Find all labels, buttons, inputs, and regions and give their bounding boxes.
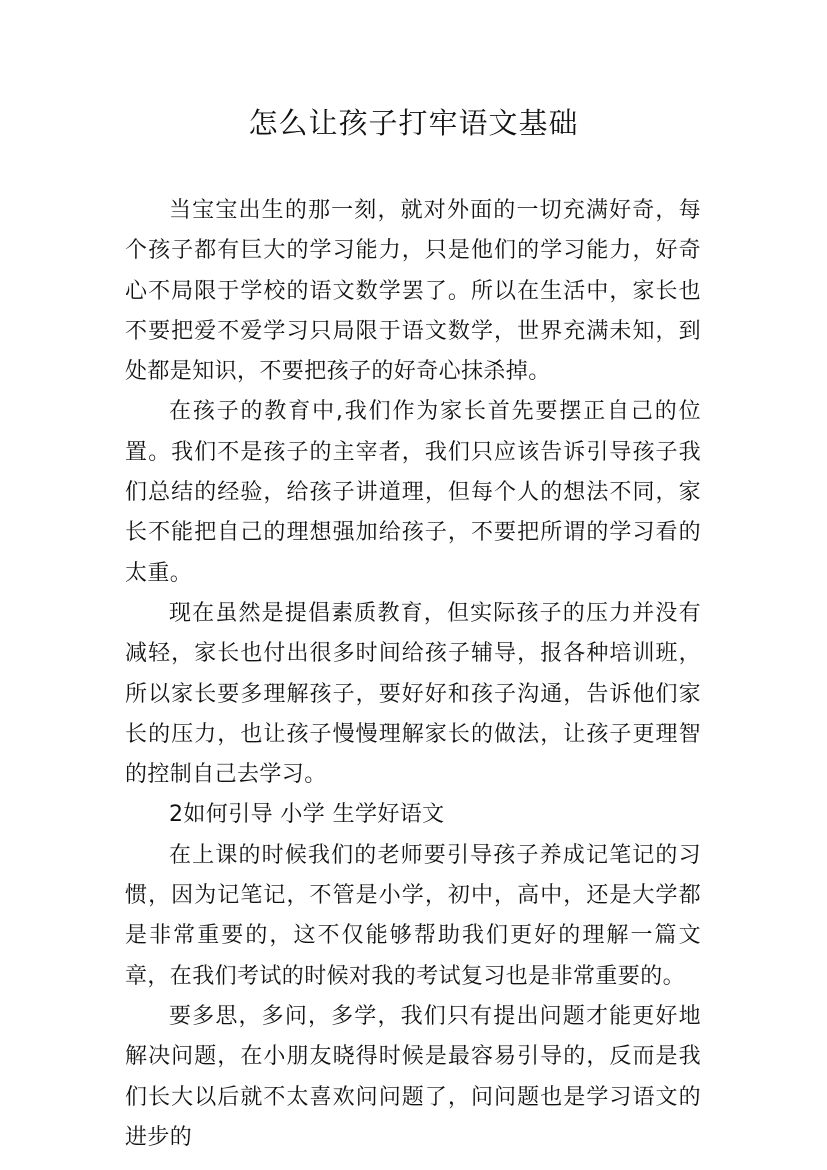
paragraph-1: 当宝宝出生的那一刻，就对外面的一切充满好奇，每个孩子都有巨大的学习能力，只是他们的学习能力，好奇心不局限于学校的语文数学罢了。所以在生活中，家长也不要把爱不爱学习只局限于语文数学，世界充满未知，到处都是知识，不要把孩子的好奇心抹杀掉。: [125, 198, 701, 385]
section-subheading: 2如何引导 小学 生学好语文: [169, 802, 445, 828]
document-body: [125, 191, 701, 1158]
paragraph-3: 现在虽然是提倡素质教育，但实际孩子的压力并没有减轻，家长也付出很多时间给孩子辅导，报各种培训班，所以家长要多理解孩子，要好好和孩子沟通，告诉他们家长的压力，也让孩子慢慢理解家长的做法，让孩子更理智的控制自己去学习。: [125, 600, 701, 788]
paragraph-5: 要多思，多问，多学，我们只有提出问题才能更好地解决问题，在小朋友晓得时候是最容易引导的，反而是我们长大以后就不太喜欢问问题了，问问题也是学习语文的进步的: [125, 1003, 701, 1150]
paragraph-2: 在孩子的教育中,我们作为家长首先要摆正自己的位置。我们不是孩子的主宰者，我们只应该告诉引导孩子我们总结的经验，给孩子讲道理，但每个人的想法不同，家长不能把自己的理想强加给孩子，不要把所谓的学习看的太重。: [125, 399, 701, 586]
page-title: 怎么让孩子打牢语文基础: [248, 106, 579, 140]
paragraph-4: 在上课的时候我们的老师要引导孩子养成记笔记的习惯，因为记笔记，不管是小学，初中，高中，还是大学都是非常重要的，这不仅能够帮助我们更好的理解一篇文章，在我们考试的时候对我的考试复习也是非常重要的。: [125, 842, 701, 989]
